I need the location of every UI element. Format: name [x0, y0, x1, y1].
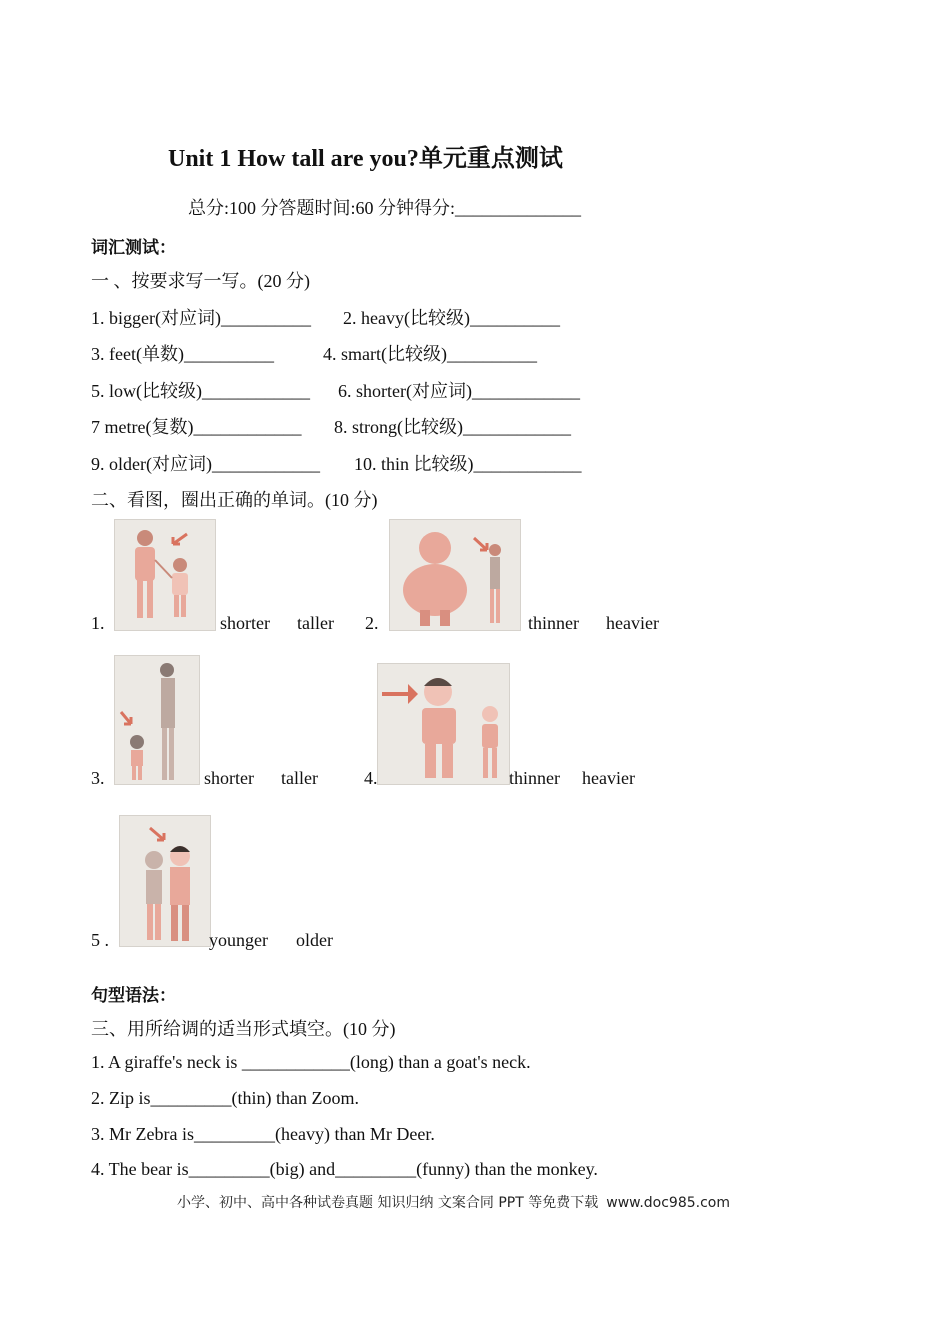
- option-older[interactable]: older: [296, 930, 333, 950]
- part1-item: 1. bigger(对应词)__________: [91, 308, 311, 328]
- part3-item: 1. A giraffe's neck is ____________(long) than a goat's neck.: [91, 1052, 531, 1072]
- option-heavier[interactable]: heavier: [582, 768, 635, 788]
- vocab-heading: 词汇测试：: [91, 238, 176, 258]
- part3-item: 4. The bear is_________(big) and_________(funny) than the monkey.: [91, 1159, 598, 1179]
- score-info: 总分:100 分答题时间:60 分钟得分:______________: [188, 198, 582, 218]
- part1-item: 4. smart(比较级)__________: [323, 344, 537, 364]
- young-and-old-people-picture: [119, 815, 211, 947]
- footer-text: 小学、初中、高中各种试卷真题 知识归纳 文案合同 PPT 等免费下载: [177, 1195, 599, 1211]
- option-shorter[interactable]: shorter: [220, 613, 270, 633]
- part1-item: 7 metre(复数)____________: [91, 417, 302, 437]
- grammar-heading: 句型语法：: [91, 986, 176, 1006]
- part1-heading: 一 、按要求写一写。(20 分): [91, 271, 310, 291]
- part3-heading: 三、用所给调的适当形式填空。(10 分): [91, 1019, 396, 1039]
- option-thinner[interactable]: thinner: [528, 613, 579, 633]
- part1-item: 6. shorter(对应词)____________: [338, 381, 580, 401]
- option-taller[interactable]: taller: [281, 768, 318, 788]
- part2-item-number: 4.: [364, 768, 378, 788]
- footer-url[interactable]: www.doc985.com: [606, 1195, 730, 1211]
- option-taller[interactable]: taller: [297, 613, 334, 633]
- part1-item: 3. feet(单数)__________: [91, 344, 274, 364]
- heavy-and-thin-boys-picture: [377, 663, 510, 785]
- part3-item: 3. Mr Zebra is_________(heavy) than Mr Deer.: [91, 1124, 435, 1144]
- short-and-tall-people-picture: [114, 655, 200, 785]
- part3-item: 2. Zip is_________(thin) than Zoom.: [91, 1088, 359, 1108]
- option-younger[interactable]: younger: [209, 930, 268, 950]
- part1-item: 2. heavy(比较级)__________: [343, 308, 560, 328]
- part2-item-number: 3.: [91, 768, 105, 788]
- part1-item: 8. strong(比较级)____________: [334, 417, 571, 437]
- option-heavier[interactable]: heavier: [606, 613, 659, 633]
- footer: [177, 1192, 730, 1212]
- part1-item: 10. thin 比较级)____________: [354, 454, 582, 474]
- part2-heading: 二、看图，圈出正确的单词。(10 分): [91, 490, 378, 510]
- part1-item: 9. older(对应词)____________: [91, 454, 320, 474]
- part2-item-number: 2.: [365, 613, 379, 633]
- heavy-and-thin-men-picture: [389, 519, 521, 631]
- option-thinner[interactable]: thinner: [509, 768, 560, 788]
- page-title: Unit 1 How tall are you?单元重点测试: [168, 146, 563, 172]
- tall-and-short-girls-picture: [114, 519, 216, 631]
- part2-item-number: 1.: [91, 613, 105, 633]
- part2-item-number: 5 .: [91, 930, 109, 950]
- part1-item: 5. low(比较级)____________: [91, 381, 310, 401]
- option-shorter[interactable]: shorter: [204, 768, 254, 788]
